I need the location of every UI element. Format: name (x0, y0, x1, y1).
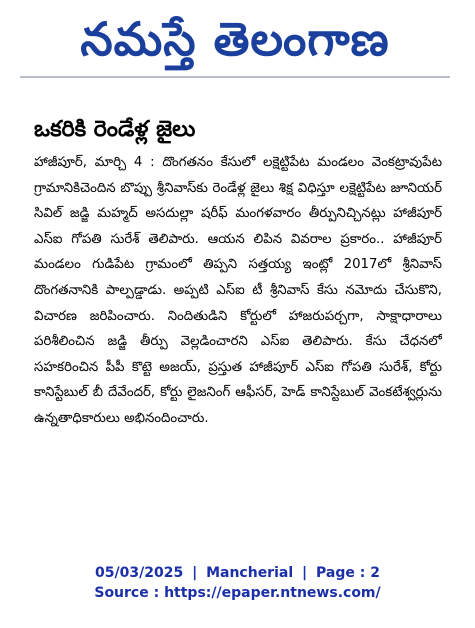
footer-edition: Mancherial (206, 565, 294, 581)
masthead-divider (20, 76, 450, 78)
article-dateline: హాజీపూర్‌, మార్చి 4 : (34, 155, 163, 170)
footer-source: Source : https://epaper.ntnews.com/ (94, 585, 381, 601)
footer-meta-line (0, 563, 475, 583)
newspaper-title: నమస్తే తెలంగాణ (80, 12, 390, 66)
footer-page: Page : 2 (316, 565, 380, 581)
footer-separator: | (192, 565, 198, 581)
clipping-footer (0, 563, 475, 603)
article-headline: ఒకరికి రెండేళ్ల జైలు (34, 117, 196, 142)
footer-date: 05/03/2025 (95, 565, 184, 581)
article-text: దొంగతనం కేసులో లక్షెట్టిపేట మండలం వెంకట్రావుపేట గ్రామానికిచెందిన బొప్పు శ్రీనివాస్‌కు రెండేళ్ల జైలు శిక్ష విధిస్తూ లక్షెట్టిపేట జూనియర్‌ సివిల్‌ జడ్జి మహ్మద్‌ అసదుల్లా షరీఫ్‌ మంగళవారం తీర్పునిచ్చినట్లు హాజీపూర్‌ ఎస్‌ఐ గోపతి సురేశ్‌ తెలిపారు. ఆయన లిపిన వివరాల ప్రకారం.. హాజీపూర్‌ మండలం గుడిపేట గ్రామంలో తిప్పని సత్తయ్య ఇంట్లో 2017లో శ్రీనివాస్‌ దొంగతనానికి పాల్పడ్డాడు. అప్పటి ఎస్‌ఐ టీ శ్రీనివాస్‌ కేసు నమోదు చేసుకొని, విచారణ జరిపించారు. నిందితుడిని కోర్టులో హాజరుపర్చగా, సాక్షాధారాలు పరిశీలించిన జడ్జి తీర్పు వెల్లడించారని ఎస్‌ఐ తెలిపారు. కేసు చేధనలో సహకరించిన పీపీ కొట్టె అజయ్‌, ప్రస్తుత హాజీపూర్‌ ఎస్‌ఐ గోపతి సురేశ్‌, కోర్టు కానిస్టేబుల్‌ బీ దేవేందర్‌, కోర్టు లైజనింగ్‌ ఆఫీసర్‌, హెడ్‌ కానిస్టేబుల్‌ వెంకటేశ్వర్లును ఉన్నతాధికారులు అభినందించారు. (34, 155, 442, 426)
masthead (20, 8, 450, 70)
article-body (34, 150, 442, 558)
footer-separator: | (302, 565, 308, 581)
